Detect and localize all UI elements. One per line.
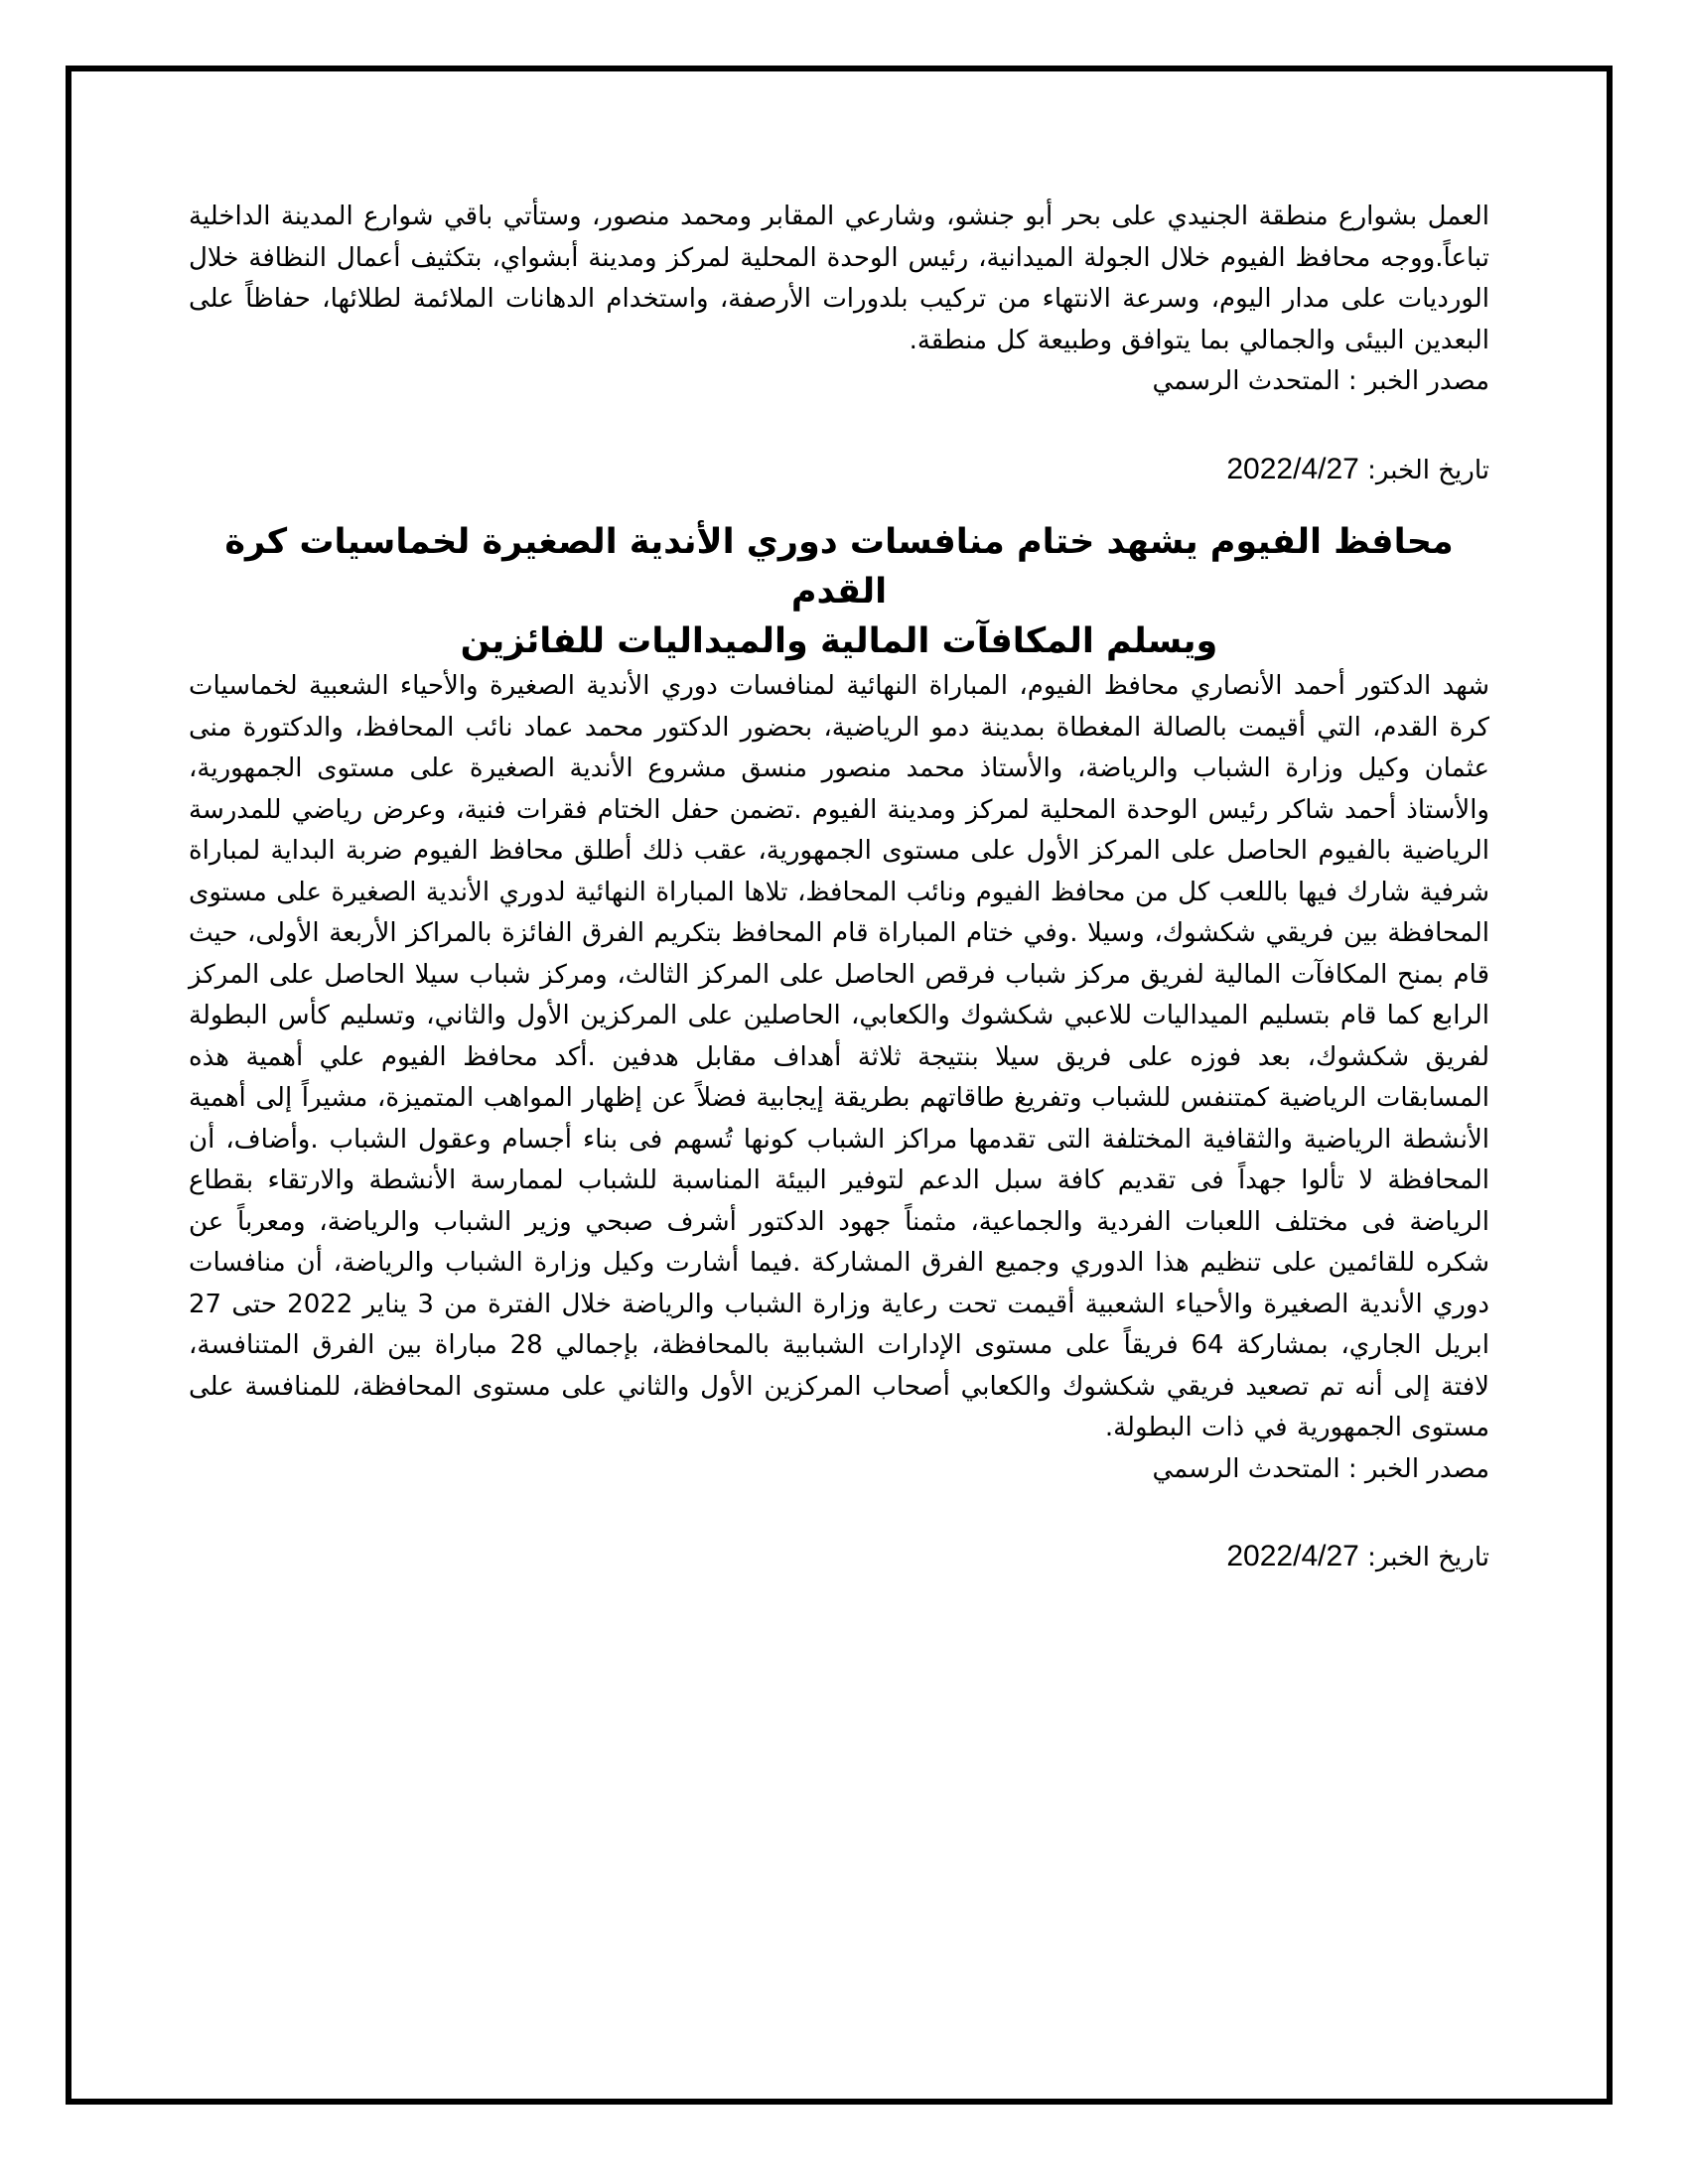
date-label: تاريخ الخبر:: [1358, 455, 1489, 485]
news-source: مصدر الخبر : المتحدث الرسمي: [1152, 366, 1489, 396]
date-value: 2022/4/27: [1226, 1540, 1359, 1572]
headline-line-2: ويسلم المكافآت المالية والميداليات للفائزين: [460, 621, 1218, 661]
document-content: [189, 197, 1489, 1579]
date-value: 2022/4/27: [1226, 452, 1359, 485]
news-date: [189, 449, 1489, 492]
news-date: [189, 1536, 1489, 1579]
news-source: مصدر الخبر : المتحدث الرسمي: [1152, 1453, 1489, 1484]
article-body: شهد الدكتور أحمد الأنصاري محافظ الفيوم، المباراة النهائية لمنافسات دوري الأندية الصغيرة والأحياء الشعبية لخماسيات كرة القدم، التي أقيمت بالصالة المغطاة بمدينة دمو الرياضية، بحضور الدكتور محمد عماد نائب المحافظ، والدكتورة منى عثمان وكيل وزارة الشباب والرياضة، والأستاذ محمد منصور منسق مشروع الأندية الصغيرة على مستوى الجمهورية، والأستاذ أحمد شاكر رئيس الوحدة المحلية لمركز ومدينة الفيوم .تضمن حفل الختام فقرات فنية، وعرض رياضي للمدرسة الرياضية بالفيوم الحاصل على المركز الأول على مستوى الجمهورية، عقب ذلك أطلق محافظ الفيوم ضربة البداية لمباراة شرفية شارك فيها باللعب كل من محافظ الفيوم ونائب المحافظ، تلاها المباراة النهائية لدوري الأندية الصغيرة على مستوى المحافظة بين فريقي شكشوك، وسيلا .وفي ختام المباراة قام المحافظ بتكريم الفرق الفائزة بالمراكز الأربعة الأولى، حيث قام بمنح المكافآت المالية لفريق مركز شباب فرقص الحاصل على المركز الثالث، ومركز شباب سيلا الحاصل على المركز الرابع كما قام بتسليم الميداليات للاعبي شكشوك والكعابي، الحاصلين على المركزين الأول والثاني، وتسليم كأس البطولة لفريق شكشوك، بعد فوزه على فريق سيلا بنتيجة ثلاثة أهداف مقابل هدفين .أكد محافظ الفيوم علي أهمية هذه المسابقات الرياضية كمتنفس للشباب وتفريغ طاقاتهم بطريقة إيجابية فضلاً عن إظهار المواهب المتميزة، مشيراً إلى أهمية الأنشطة الرياضية والثقافية المختلفة التى تقدمها مراكز الشباب كونها تُسهم فى بناء أجسام وعقول الشباب .وأضاف، أن المحافظة لا تألوا جهداً فى تقديم كافة سبل الدعم لتوفير البيئة المناسبة للشباب لممارسة الأنشطة والارتقاء بقطاع الرياضة فى مختلف اللعبات الفردية والجماعية، مثمناً جهود الدكتور أشرف صبحي وزير الشباب والرياضة، ومعرباً عن شكره للقائمين على تنظيم هذا الدوري وجميع الفرق المشاركة .فيما أشارت وكيل وزارة الشباب والرياضة، أن منافسات دوري الأندية الصغيرة والأحياء الشعبية أقيمت تحت رعاية وزارة الشباب والرياضة خلال الفترة من 3 يناير 2022 حتى 27 ابريل الجاري، بمشاركة 64 فريقاً على مستوى الإدارات الشبابية بالمحافظة، بإجمالي 28 مباراة بين الفرق المتنافسة، لافتة إلى أنه تم تصعيد فريقي شكشوك والكعابي أصحاب المركزين الأول والثاني على مستوى المحافظة، للمنافسة على مستوى الجمهورية في ذات البطولة.: [189, 671, 1490, 1442]
headline-line-1: محافظ الفيوم يشهد ختام منافسات دوري الأندية الصغيرة لخماسيات كرة القدم: [224, 522, 1454, 612]
article-headline: [189, 517, 1489, 666]
article-continued: [189, 197, 1489, 491]
date-label: تاريخ الخبر:: [1358, 1543, 1489, 1572]
article-body: العمل بشوارع منطقة الجنيدي على بحر أبو جنشو، وشارعي المقابر ومحمد منصور، وستأتي باقي شوارع المدينة الداخلية تباعاً.ووجه محافظ الفيوم خلال الجولة الميدانية، رئيس الوحدة المحلية لمركز ومدينة أبشواي، بتكثيف أعمال النظافة خلال الورديات على مدار اليوم، وسرعة الانتهاء من تركيب بلدورات الأرصفة، واستخدام الدهانات الملائمة لطلائها، حفاظاً على البعدين البيئى والجمالي بما يتوافق وطبيعة كل منطقة.: [189, 202, 1489, 355]
article-football-final: [189, 517, 1489, 1579]
